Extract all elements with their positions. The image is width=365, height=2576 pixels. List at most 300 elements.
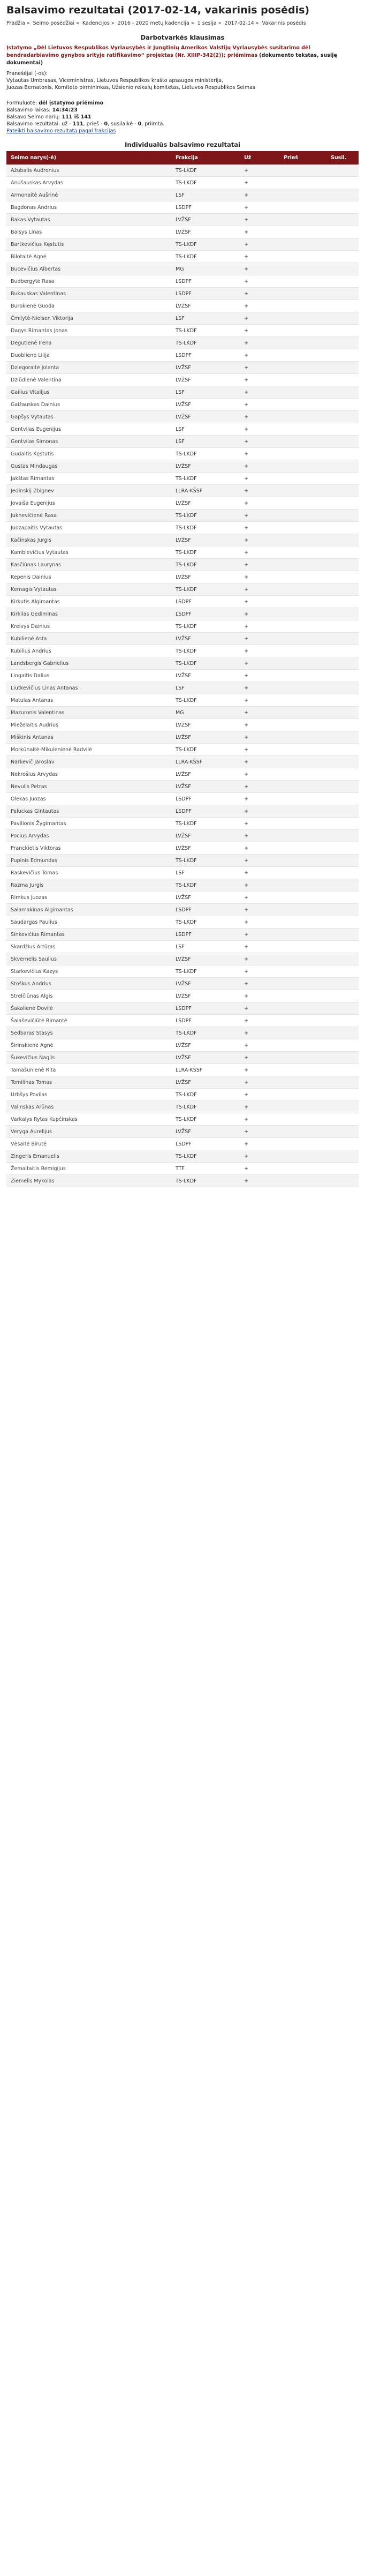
member-name[interactable]: Liutkevičius Linas Antanas bbox=[6, 682, 171, 694]
member-name[interactable]: Zingeris Emanuelis bbox=[6, 1150, 171, 1163]
member-name[interactable]: Salamakinas Algimantas bbox=[6, 904, 171, 916]
vote-for-mark: + bbox=[240, 510, 279, 522]
faction: TS-LKDF bbox=[171, 238, 240, 251]
vote-abstain-mark bbox=[326, 928, 359, 941]
table-row bbox=[6, 164, 359, 177]
presenters bbox=[6, 70, 359, 91]
member-name[interactable]: Bakas Vytautas bbox=[6, 214, 171, 226]
vote-result-prefix: Balsavimo rezultatai: už - bbox=[6, 121, 71, 127]
vote-against-mark bbox=[279, 768, 326, 781]
table-row bbox=[6, 818, 359, 830]
factions-results-link[interactable]: Pateikti balsavimo rezultatą pagal frakcijas bbox=[6, 128, 116, 134]
faction: LVŽSF bbox=[171, 226, 240, 238]
vote-abstain-mark bbox=[326, 164, 359, 177]
faction: LSDPF bbox=[171, 1002, 240, 1015]
vote-abstain-mark bbox=[326, 189, 359, 201]
member-name[interactable]: Morkūnaitė-Mikulėnienė Radvilė bbox=[6, 744, 171, 756]
member-name[interactable]: Jedinskij Zbignev bbox=[6, 485, 171, 497]
vote-for-mark: + bbox=[240, 177, 279, 189]
breadcrumb-item[interactable]: 2017-02-14 bbox=[224, 20, 254, 26]
vote-abstain-mark bbox=[326, 399, 359, 411]
vote-for-mark: + bbox=[240, 325, 279, 337]
faction: LVŽSF bbox=[171, 781, 240, 793]
member-name[interactable]: Miškinis Antanas bbox=[6, 731, 171, 744]
vote-for-mark: + bbox=[240, 855, 279, 867]
vote-against-mark bbox=[279, 1113, 326, 1126]
member-name[interactable]: Juknevičienė Rasa bbox=[6, 510, 171, 522]
member-name[interactable]: Šedbaras Stasys bbox=[6, 1027, 171, 1039]
faction: MG bbox=[171, 707, 240, 719]
vote-for-mark: + bbox=[240, 670, 279, 682]
table-row bbox=[6, 571, 359, 583]
member-name[interactable]: Anušauskas Arvydas bbox=[6, 177, 171, 189]
vote-abstain-mark bbox=[326, 1138, 359, 1150]
vote-abstain-mark bbox=[326, 1052, 359, 1064]
table-row bbox=[6, 1163, 359, 1175]
faction: LSF bbox=[171, 867, 240, 879]
member-name[interactable]: Kreivys Dainius bbox=[6, 620, 171, 633]
member-name[interactable]: Degutienė Irena bbox=[6, 337, 171, 349]
member-name[interactable]: Bukauskas Valentinas bbox=[6, 288, 171, 300]
vote-against-mark bbox=[279, 238, 326, 251]
vote-for-mark: + bbox=[240, 990, 279, 1002]
vote-against-mark bbox=[279, 1015, 326, 1027]
vote-against-mark bbox=[279, 337, 326, 349]
faction: LSDPF bbox=[171, 288, 240, 300]
table-row bbox=[6, 1027, 359, 1039]
member-name[interactable]: Gaižauskas Dainius bbox=[6, 399, 171, 411]
vote-against-mark bbox=[279, 571, 326, 583]
vote-for-mark: + bbox=[240, 941, 279, 953]
faction: LVŽSF bbox=[171, 399, 240, 411]
table-row bbox=[6, 189, 359, 201]
faction: TS-LKDF bbox=[171, 337, 240, 349]
vote-for-mark: + bbox=[240, 189, 279, 201]
member-name[interactable]: Bagdonas Andrius bbox=[6, 201, 171, 214]
vote-abstain-mark bbox=[326, 362, 359, 374]
vote-abstain-mark bbox=[326, 904, 359, 916]
faction: LSDPF bbox=[171, 1138, 240, 1150]
vote-against-mark bbox=[279, 965, 326, 978]
vote-for-mark: + bbox=[240, 928, 279, 941]
member-name[interactable]: Kubilienė Asta bbox=[6, 633, 171, 645]
header-member[interactable]: Seimo narys(-ė) bbox=[6, 151, 171, 164]
table-row bbox=[6, 374, 359, 386]
table-row bbox=[6, 546, 359, 559]
vote-against-mark bbox=[279, 510, 326, 522]
vote-for-mark: + bbox=[240, 201, 279, 214]
table-row bbox=[6, 436, 359, 448]
table-row bbox=[6, 399, 359, 411]
vote-time-label: Balsavimo laikas: bbox=[6, 107, 51, 113]
member-name[interactable]: Ažubalis Audronius bbox=[6, 164, 171, 177]
vote-for-mark: + bbox=[240, 448, 279, 460]
vote-abstain-mark bbox=[326, 201, 359, 214]
table-row bbox=[6, 904, 359, 916]
agenda-question bbox=[6, 44, 359, 67]
breadcrumb-item[interactable]: 2016 - 2020 metų kadencija bbox=[117, 20, 189, 26]
table-row bbox=[6, 473, 359, 485]
vote-for-mark: + bbox=[240, 1126, 279, 1138]
table-row bbox=[6, 682, 359, 694]
table-row bbox=[6, 781, 359, 793]
breadcrumb-item[interactable]: 1 sesija bbox=[197, 20, 217, 26]
member-name[interactable]: Urbšys Povilas bbox=[6, 1089, 171, 1101]
table-row bbox=[6, 337, 359, 349]
table-row bbox=[6, 707, 359, 719]
faction: TS-LKDF bbox=[171, 694, 240, 707]
vote-against-mark bbox=[279, 214, 326, 226]
breadcrumb-item[interactable]: Kadencijos bbox=[82, 20, 110, 26]
member-name[interactable]: Bartkevičius Kęstutis bbox=[6, 238, 171, 251]
member-name[interactable]: Šalaševičiūtė Rimantė bbox=[6, 1015, 171, 1027]
member-name[interactable]: Mazuronis Valentinas bbox=[6, 707, 171, 719]
breadcrumb-item[interactable]: Seimo posėdžiai bbox=[33, 20, 74, 26]
vote-for-mark: + bbox=[240, 682, 279, 694]
table-row bbox=[6, 497, 359, 510]
table-row bbox=[6, 731, 359, 744]
vote-for-mark: + bbox=[240, 300, 279, 312]
results-table bbox=[6, 151, 359, 1187]
member-name[interactable]: Budbergytė Rasa bbox=[6, 275, 171, 288]
faction: LLRA-KŠSF bbox=[171, 756, 240, 768]
vote-for-mark: + bbox=[240, 263, 279, 275]
member-name[interactable]: Raskevičius Tomas bbox=[6, 867, 171, 879]
table-row bbox=[6, 226, 359, 238]
member-name[interactable]: Vėsaitė Birutė bbox=[6, 1138, 171, 1150]
table-row bbox=[6, 386, 359, 399]
vote-against-mark bbox=[279, 583, 326, 596]
member-name[interactable]: Žemaitaitis Remigijus bbox=[6, 1163, 171, 1175]
vote-against-mark bbox=[279, 263, 326, 275]
header-abstain[interactable]: Susil. bbox=[326, 151, 359, 164]
vote-against-mark bbox=[279, 325, 326, 337]
faction: LVŽSF bbox=[171, 719, 240, 731]
member-name[interactable]: Sinkevičius Rimantas bbox=[6, 928, 171, 941]
faction: TS-LKDF bbox=[171, 879, 240, 892]
member-name[interactable]: Juozapaitis Vytautas bbox=[6, 522, 171, 534]
vote-abstain-mark bbox=[326, 214, 359, 226]
table-row bbox=[6, 1052, 359, 1064]
vote-for-mark: + bbox=[240, 596, 279, 608]
vote-abstain-mark bbox=[326, 485, 359, 497]
vote-against-mark bbox=[279, 1163, 326, 1175]
member-name[interactable]: Landsbergis Gabrielius bbox=[6, 657, 171, 670]
vote-abstain-mark bbox=[326, 1076, 359, 1089]
vote-abstain-mark bbox=[326, 1027, 359, 1039]
vote-abstain-mark bbox=[326, 448, 359, 460]
vote-for-mark: + bbox=[240, 978, 279, 990]
faction: TS-LKDF bbox=[171, 855, 240, 867]
member-name[interactable]: Jovaiša Eugenijus bbox=[6, 497, 171, 510]
vote-against-mark bbox=[279, 485, 326, 497]
vote-abstain-mark bbox=[326, 337, 359, 349]
vote-for-mark: + bbox=[240, 1064, 279, 1076]
faction: LSF bbox=[171, 423, 240, 436]
vote-against-mark bbox=[279, 892, 326, 904]
member-name[interactable]: Varkalys Rytas Kupčinskas bbox=[6, 1113, 171, 1126]
member-name[interactable]: Gudaitis Kęstutis bbox=[6, 448, 171, 460]
member-name[interactable]: Pocius Arvydas bbox=[6, 830, 171, 842]
member-name[interactable]: Skardžius Artūras bbox=[6, 941, 171, 953]
faction: LVŽSF bbox=[171, 374, 240, 386]
vote-for-mark: + bbox=[240, 781, 279, 793]
member-name[interactable]: Pranckietis Viktoras bbox=[6, 842, 171, 855]
vote-abstain-mark bbox=[326, 288, 359, 300]
member-name[interactable]: Širinskienė Agnė bbox=[6, 1039, 171, 1052]
member-name[interactable]: Kačinskas Jurgis bbox=[6, 534, 171, 546]
vote-abstain-mark bbox=[326, 707, 359, 719]
vote-abstain-mark bbox=[326, 608, 359, 620]
vote-for-mark: + bbox=[240, 275, 279, 288]
vote-abstain-mark bbox=[326, 1101, 359, 1113]
faction: TS-LKDF bbox=[171, 645, 240, 657]
faction: LVŽSF bbox=[171, 830, 240, 842]
vote-against-mark bbox=[279, 620, 326, 633]
vote-against-mark bbox=[279, 990, 326, 1002]
vote-for-mark: + bbox=[240, 399, 279, 411]
member-name[interactable]: Šakalienė Dovilė bbox=[6, 1002, 171, 1015]
table-row bbox=[6, 694, 359, 707]
vote-abstain-mark bbox=[326, 1089, 359, 1101]
vote-for-mark: + bbox=[240, 1138, 279, 1150]
vote-abstain-mark bbox=[326, 522, 359, 534]
vote-against-mark bbox=[279, 1076, 326, 1089]
vote-for-mark: + bbox=[240, 571, 279, 583]
member-name[interactable]: Kirkutis Algimantas bbox=[6, 596, 171, 608]
vote-result-suffix: , priimta. bbox=[141, 121, 165, 127]
member-name[interactable]: Gustas Mindaugas bbox=[6, 460, 171, 473]
header-for[interactable]: Už bbox=[240, 151, 279, 164]
presenters-label: Pranešėjai (-os): bbox=[6, 71, 48, 77]
vote-for-mark: + bbox=[240, 1150, 279, 1163]
vote-abstain-mark bbox=[326, 497, 359, 510]
faction: LVŽSF bbox=[171, 978, 240, 990]
member-name[interactable]: Bucevičius Albertas bbox=[6, 263, 171, 275]
vote-against-mark bbox=[279, 805, 326, 818]
table-row bbox=[6, 1002, 359, 1015]
vote-abstain-mark bbox=[326, 694, 359, 707]
table-row bbox=[6, 510, 359, 522]
member-name[interactable]: Kasčiūnas Laurynas bbox=[6, 559, 171, 571]
member-name[interactable]: Kamblevičius Vytautas bbox=[6, 546, 171, 559]
member-name[interactable]: Pupinis Edmundas bbox=[6, 855, 171, 867]
vote-abstain-mark bbox=[326, 1163, 359, 1175]
vote-abstain-mark bbox=[326, 645, 359, 657]
vote-against-mark bbox=[279, 879, 326, 892]
vote-for-mark: + bbox=[240, 1101, 279, 1113]
vote-for-mark: + bbox=[240, 805, 279, 818]
results-table-header bbox=[6, 151, 359, 164]
table-row bbox=[6, 583, 359, 596]
faction: LSDPF bbox=[171, 201, 240, 214]
faction: LVŽSF bbox=[171, 953, 240, 965]
member-name[interactable]: Razma Jurgis bbox=[6, 879, 171, 892]
member-name[interactable]: Nevulis Petras bbox=[6, 781, 171, 793]
member-name[interactable]: Stoškus Andrius bbox=[6, 978, 171, 990]
vote-summary bbox=[6, 100, 359, 134]
vote-for-mark: + bbox=[240, 707, 279, 719]
table-row bbox=[6, 978, 359, 990]
member-name[interactable]: Kubilius Andrius bbox=[6, 645, 171, 657]
table-row bbox=[6, 596, 359, 608]
header-against[interactable]: Prieš bbox=[279, 151, 326, 164]
vote-against-mark bbox=[279, 1027, 326, 1039]
table-row bbox=[6, 312, 359, 325]
member-name[interactable]: Veryga Aurelijus bbox=[6, 1126, 171, 1138]
faction: LSDPF bbox=[171, 904, 240, 916]
vote-against-mark bbox=[279, 904, 326, 916]
vote-abstain-mark bbox=[326, 620, 359, 633]
vote-for-mark: + bbox=[240, 830, 279, 842]
vote-against-mark bbox=[279, 608, 326, 620]
member-name[interactable]: Narkevič Jaroslav bbox=[6, 756, 171, 768]
member-name[interactable]: Strelčiūnas Algis bbox=[6, 990, 171, 1002]
table-row bbox=[6, 1089, 359, 1101]
header-faction[interactable]: Frakcija bbox=[171, 151, 240, 164]
page bbox=[0, 0, 365, 1187]
member-name[interactable]: Matulas Antanas bbox=[6, 694, 171, 707]
faction: LSDPF bbox=[171, 596, 240, 608]
vote-against-count: 0 bbox=[104, 121, 108, 127]
agenda-docs-link[interactable]: (dokumento tekstas, susiję dokumentai) bbox=[6, 53, 337, 66]
vote-against-mark bbox=[279, 399, 326, 411]
vote-against-mark bbox=[279, 349, 326, 362]
member-name[interactable]: Žiemelis Mykolas bbox=[6, 1175, 171, 1187]
member-name[interactable]: Tamašunienė Rita bbox=[6, 1064, 171, 1076]
vote-against-mark bbox=[279, 534, 326, 546]
vote-abstain-mark bbox=[326, 510, 359, 522]
vote-against-mark bbox=[279, 941, 326, 953]
breadcrumb-item[interactable]: Pradžia bbox=[6, 20, 25, 26]
vote-for-mark: + bbox=[240, 226, 279, 238]
vote-abstain-mark bbox=[326, 990, 359, 1002]
vote-abstain-mark bbox=[326, 1175, 359, 1187]
vote-against-mark bbox=[279, 916, 326, 928]
agenda-section-title: Darbotvarkės klausimas bbox=[140, 34, 225, 41]
table-row bbox=[6, 793, 359, 805]
faction: LVŽSF bbox=[171, 1076, 240, 1089]
vote-for-mark: + bbox=[240, 842, 279, 855]
member-name[interactable]: Nekrošius Arvydas bbox=[6, 768, 171, 781]
member-name[interactable]: Gailius Vitalijus bbox=[6, 386, 171, 399]
vote-abstain-mark bbox=[326, 670, 359, 682]
vote-against-mark bbox=[279, 744, 326, 756]
faction: TS-LKDF bbox=[171, 473, 240, 485]
member-name[interactable]: Saudargas Paulius bbox=[6, 916, 171, 928]
vote-against-mark bbox=[279, 867, 326, 879]
vote-for-mark: + bbox=[240, 1163, 279, 1175]
member-name[interactable]: Balsys Linas bbox=[6, 226, 171, 238]
vote-against-mark bbox=[279, 448, 326, 460]
vote-against-mark bbox=[279, 1101, 326, 1113]
member-name[interactable]: Gapšys Vytautas bbox=[6, 411, 171, 423]
table-row bbox=[6, 965, 359, 978]
member-name[interactable]: Starkevičius Kazys bbox=[6, 965, 171, 978]
member-name[interactable]: Valinskas Arūnas bbox=[6, 1101, 171, 1113]
table-row bbox=[6, 263, 359, 275]
member-name[interactable]: Dagys Rimantas Jonas bbox=[6, 325, 171, 337]
vote-against-mark bbox=[279, 288, 326, 300]
member-name[interactable]: Šukevičius Naglis bbox=[6, 1052, 171, 1064]
vote-abstain-mark bbox=[326, 411, 359, 423]
member-name[interactable]: Kirkilas Gediminas bbox=[6, 608, 171, 620]
member-name[interactable]: Dziūdienė Valentina bbox=[6, 374, 171, 386]
vote-against-mark bbox=[279, 694, 326, 707]
vote-against-mark bbox=[279, 226, 326, 238]
table-row bbox=[6, 1101, 359, 1113]
vote-for-mark: + bbox=[240, 583, 279, 596]
member-name[interactable]: Olekas Juozas bbox=[6, 793, 171, 805]
faction: LVŽSF bbox=[171, 534, 240, 546]
faction: LVŽSF bbox=[171, 892, 240, 904]
vote-abstain-mark bbox=[326, 781, 359, 793]
member-name[interactable]: Armonaitė Aušrinė bbox=[6, 189, 171, 201]
vote-for-mark: + bbox=[240, 744, 279, 756]
member-name[interactable]: Bilotaitė Agnė bbox=[6, 251, 171, 263]
table-row bbox=[6, 744, 359, 756]
vote-for-mark: + bbox=[240, 386, 279, 399]
vote-abstain-mark bbox=[326, 177, 359, 189]
breadcrumb-current: Vakarinis posėdis bbox=[262, 20, 306, 26]
member-name[interactable]: Kernagis Vytautas bbox=[6, 583, 171, 596]
member-name[interactable]: Lingaitis Dalius bbox=[6, 670, 171, 682]
member-name[interactable]: Skvernelis Saulius bbox=[6, 953, 171, 965]
member-name[interactable]: Gentvilas Eugenijus bbox=[6, 423, 171, 436]
table-row bbox=[6, 411, 359, 423]
table-row bbox=[6, 645, 359, 657]
vote-for-mark: + bbox=[240, 620, 279, 633]
faction: TS-LKDF bbox=[171, 522, 240, 534]
faction: LVŽSF bbox=[171, 1052, 240, 1064]
faction: LSDPF bbox=[171, 275, 240, 288]
member-name[interactable]: Dziegoraitė Jolanta bbox=[6, 362, 171, 374]
faction: TS-LKDF bbox=[171, 965, 240, 978]
member-name[interactable]: Gentvilas Simonas bbox=[6, 436, 171, 448]
faction: LLRA-KŠSF bbox=[171, 1064, 240, 1076]
faction: MG bbox=[171, 263, 240, 275]
vote-for-mark: + bbox=[240, 1076, 279, 1089]
member-name[interactable]: Tomilinas Tomas bbox=[6, 1076, 171, 1089]
table-row bbox=[6, 916, 359, 928]
vote-against-mark bbox=[279, 275, 326, 288]
member-name[interactable]: Mieželaitis Audrius bbox=[6, 719, 171, 731]
faction: LVŽSF bbox=[171, 497, 240, 510]
member-name[interactable]: Kepenis Dainius bbox=[6, 571, 171, 583]
member-name[interactable]: Jakštas Rimantas bbox=[6, 473, 171, 485]
vote-for-mark: + bbox=[240, 534, 279, 546]
member-name[interactable]: Burokienė Guoda bbox=[6, 300, 171, 312]
vote-against-mark bbox=[279, 497, 326, 510]
member-name[interactable]: Pavilionis Žygimantas bbox=[6, 818, 171, 830]
vote-for-mark: + bbox=[240, 238, 279, 251]
faction: TTF bbox=[171, 1163, 240, 1175]
vote-against-mark bbox=[279, 1052, 326, 1064]
vote-for-mark: + bbox=[240, 694, 279, 707]
vote-abstain-mark bbox=[326, 349, 359, 362]
member-name[interactable]: Rimkus Juozas bbox=[6, 892, 171, 904]
formulation-value: dėl įstatymo priėmimo bbox=[39, 100, 104, 106]
table-row bbox=[6, 842, 359, 855]
vote-abstain-mark bbox=[326, 1126, 359, 1138]
table-row bbox=[6, 941, 359, 953]
member-name[interactable]: Paluckas Gintautas bbox=[6, 805, 171, 818]
vote-against-prefix: , prieš - bbox=[83, 121, 103, 127]
member-name[interactable]: Čmilytė-Nielsen Viktorija bbox=[6, 312, 171, 325]
vote-abstain-mark bbox=[326, 657, 359, 670]
table-row bbox=[6, 1138, 359, 1150]
member-name[interactable]: Duoblienė Lilija bbox=[6, 349, 171, 362]
